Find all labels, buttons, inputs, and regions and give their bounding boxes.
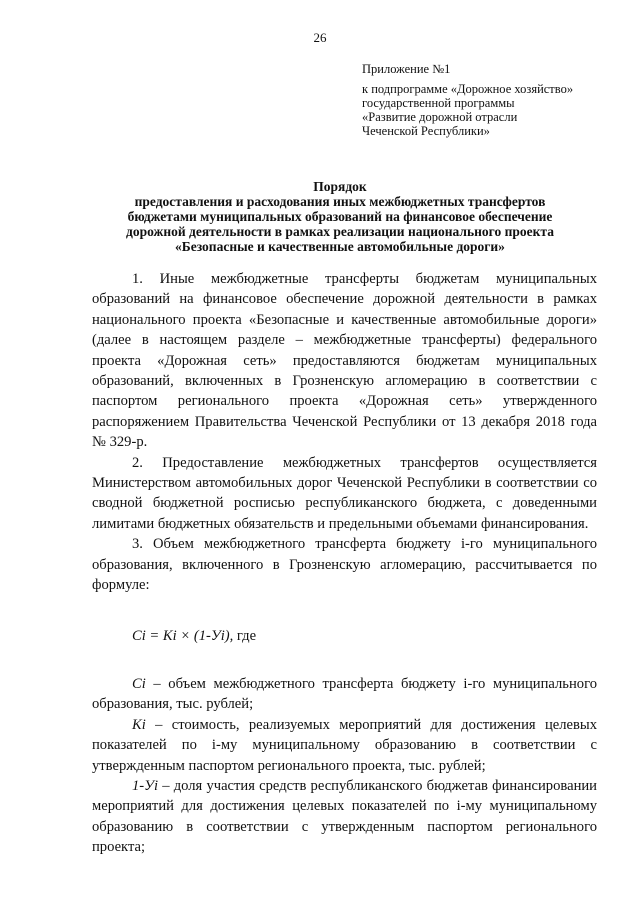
annex-block — [362, 62, 622, 138]
annex-line: государственной программы — [362, 96, 515, 110]
annex-title: Приложение №1 — [362, 62, 451, 76]
title-line: «Безопасные и качественные автомобильные дороги» — [175, 239, 505, 254]
document-title — [80, 179, 600, 254]
annex-line: «Развитие дорожной отрасли — [362, 110, 518, 124]
formula-suffix: где — [233, 627, 257, 644]
annex-line: Чеченской Республики» — [362, 124, 490, 138]
page-number: 26 — [313, 30, 327, 45]
definition-c — [92, 674, 597, 715]
title-line: дорожной деятельности в рамках реализации национального проекта — [126, 224, 554, 239]
formula-expression: Ci = Ki × (1-Уi), — [132, 627, 234, 644]
paragraph-2: 2. Предоставление межбюджетных трансфертов осуществляется Министерством автомобильных дорог Чеченской Республики в соответствии со сводной бюджетной росписью республиканского бюджета, с доведенными лимитами бюджетных обязательств и предельными объемами финансирования. — [92, 454, 597, 532]
formula — [92, 626, 597, 646]
definition-k-text: – стоимость, реализуемых мероприятий для достижения целевых показателей по i-му муниципальному образованию в соответствии с утвержденным паспортом регионального проекта, тыс. рублей; — [92, 716, 597, 774]
document-body — [92, 269, 597, 858]
symbol-c: Ci — [132, 675, 146, 692]
title-line: предоставления и расходования иных межбюджетных трансфертов — [134, 194, 546, 209]
annex-line: к подпрограмме «Дорожное хозяйство» — [362, 82, 574, 96]
symbol-k: Ki — [132, 716, 146, 733]
symbol-y: 1-Уi — [132, 777, 159, 794]
title-line: бюджетами муниципальных образований на финансовое обеспечение — [127, 209, 553, 224]
definition-c-text: – объем межбюджетного трансферта бюджету i-го муниципального образования, тыс. рублей; — [92, 675, 597, 713]
title-line: Порядок — [313, 179, 367, 194]
definition-y-text: – доля участия средств республиканского бюджетав финансировании мероприятий для достижения целевых показателей по i-му муниципальному образованию в соответствии с утвержденным паспортом регионального проекта; — [92, 777, 597, 856]
paragraph-3: 3. Объем межбюджетного трансферта бюджету i-го муниципального образования, включенного в Грозненскую агломерацию, рассчитывается по формуле: — [92, 536, 597, 594]
definition-y — [92, 776, 597, 858]
definition-k — [92, 715, 597, 776]
paragraph-1: 1. Иные межбюджетные трансферты бюджетам муниципальных образований на финансовое обеспечение дорожной деятельности в рамках национального проекта «Безопасные и качественные автомобильные дороги» (далее в настоящем разделе – межбюджетные трансферты) федерального проекта «Дорожная сеть» предоставляются бюджетам муниципальных образований, включенных в Грозненскую агломерацию в соответствии с паспортом регионального проекта «Дорожная сеть» утвержденного распоряжением Правительства Чеченской Республики от 13 декабря 2018 года № 329-р. — [92, 271, 597, 451]
